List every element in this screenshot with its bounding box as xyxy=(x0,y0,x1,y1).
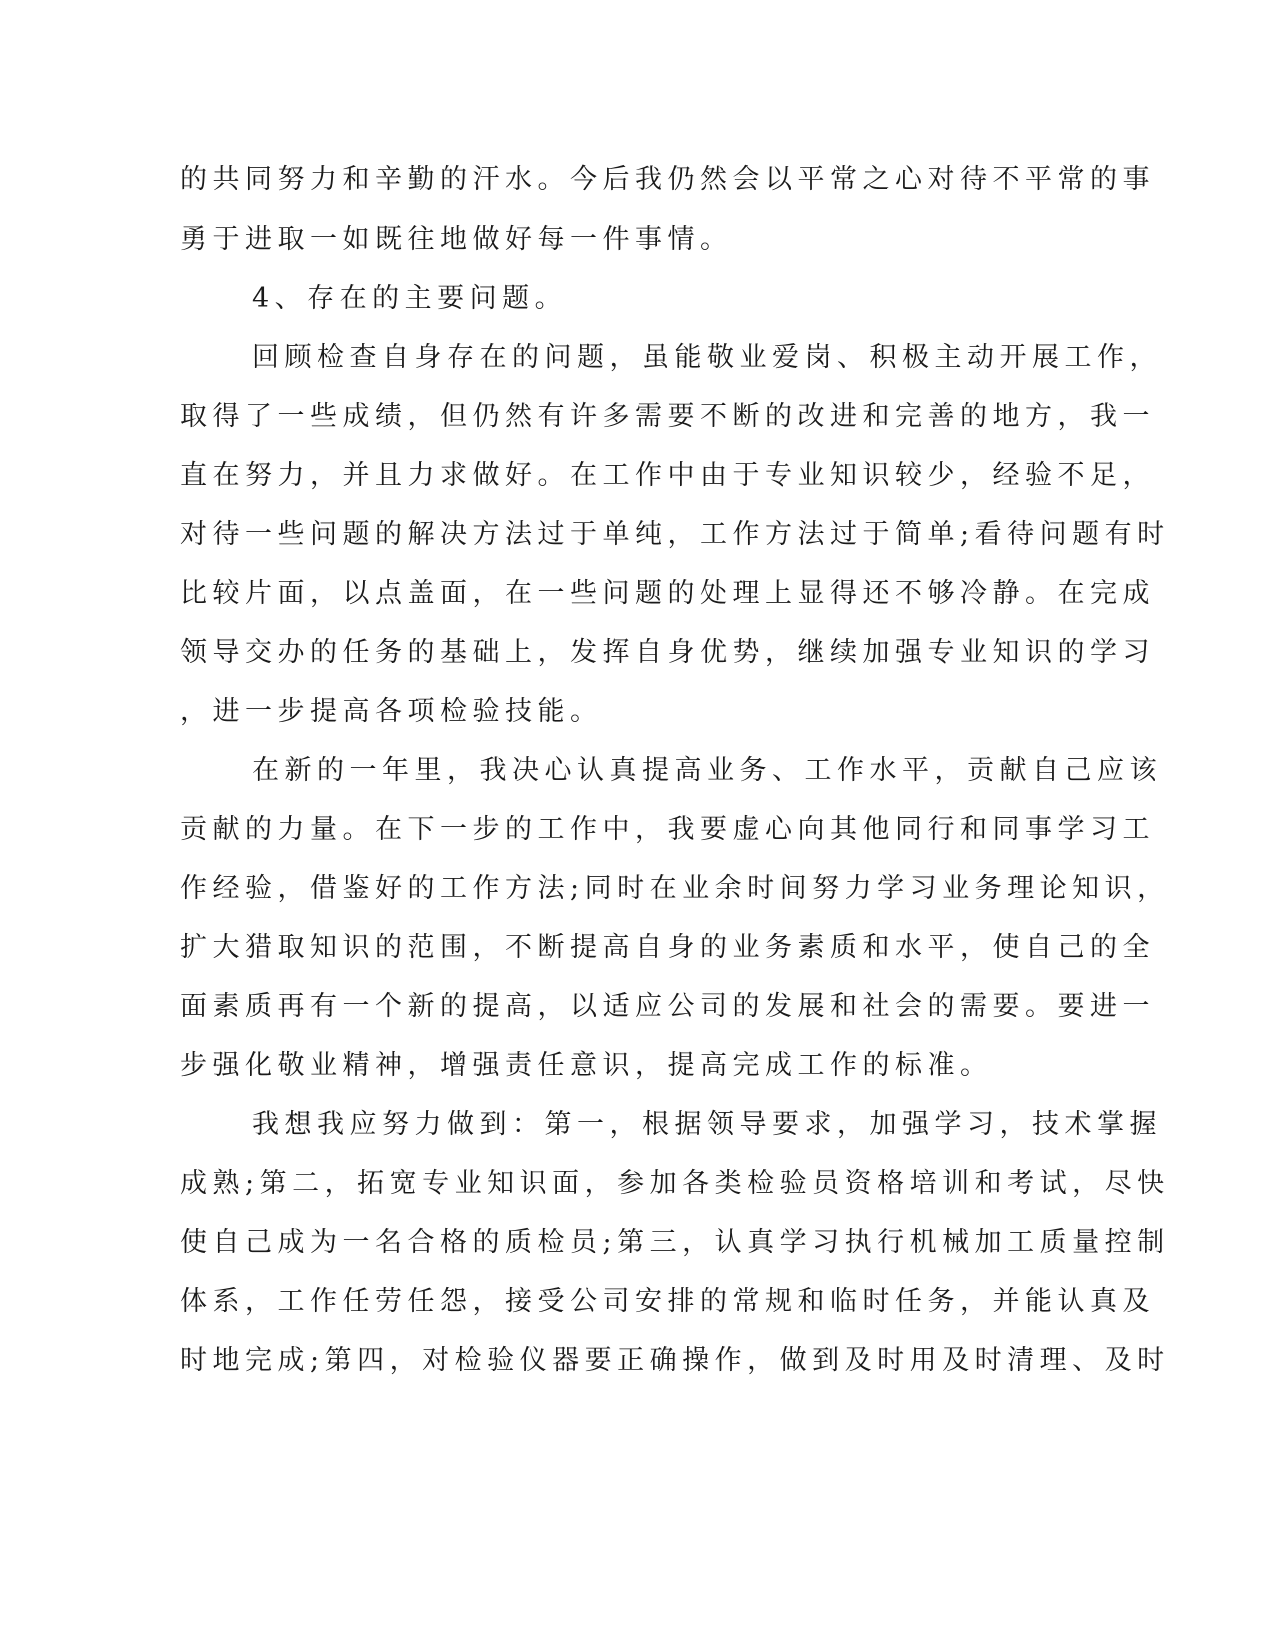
text-line: 对待一些问题的解决方法过于单纯，工作方法过于简单;看待问题有时 xyxy=(180,519,1170,550)
text-line: 面素质再有一个新的提高，以适应公司的发展和社会的需要。要进一 xyxy=(180,991,1155,1022)
text-line: 扩大猎取知识的范围，不断提高自身的业务素质和水平，使自己的全 xyxy=(180,932,1155,963)
text-line: 成熟;第二，拓宽专业知识面，参加各类检验员资格培训和考试，尽快 xyxy=(180,1168,1170,1199)
text-line: 体系，工作任劳任怨，接受公司安排的常规和临时任务，并能认真及 xyxy=(180,1286,1155,1317)
text-line: 时地完成;第四，对检验仪器要正确操作，做到及时用及时清理、及时 xyxy=(180,1345,1170,1376)
text-line: 的共同努力和辛勤的汗水。今后我仍然会以平常之心对待不平常的事 xyxy=(180,164,1155,195)
text-line: 步强化敬业精神，增强责任意识，提高完成工作的标准。 xyxy=(180,1050,993,1081)
text-line: 在新的一年里，我决心认真提高业务、工作水平，贡献自己应该 xyxy=(252,755,1162,786)
text-line: 我想我应努力做到：第一，根据领导要求，加强学习，技术掌握 xyxy=(252,1109,1162,1140)
text-line: 勇于进取一如既往地做好每一件事情。 xyxy=(180,224,733,255)
text-line: 领导交办的任务的基础上，发挥自身优势，继续加强专业知识的学习 xyxy=(180,637,1155,668)
text-line: 使自己成为一名合格的质检员;第三，认真学习执行机械加工质量控制 xyxy=(180,1227,1170,1258)
text-line: 比较片面，以点盖面，在一些问题的处理上显得还不够冷静。在完成 xyxy=(180,578,1155,609)
section-heading: 4、存在的主要问题。 xyxy=(252,283,568,314)
text-line: 回顾检查自身存在的问题，虽能敬业爱岗、积极主动开展工作， xyxy=(252,342,1162,373)
text-line: 贡献的力量。在下一步的工作中，我要虚心向其他同行和同事学习工 xyxy=(180,814,1155,845)
text-line: ，进一步提高各项检验技能。 xyxy=(180,696,603,727)
text-line: 直在努力，并且力求做好。在工作中由于专业知识较少，经验不足， xyxy=(180,460,1155,491)
text-line: 作经验，借鉴好的工作方法;同时在业余时间努力学习业务理论知识， xyxy=(180,873,1170,904)
text-line: 取得了一些成绩，但仍然有许多需要不断的改进和完善的地方，我一 xyxy=(180,401,1155,432)
